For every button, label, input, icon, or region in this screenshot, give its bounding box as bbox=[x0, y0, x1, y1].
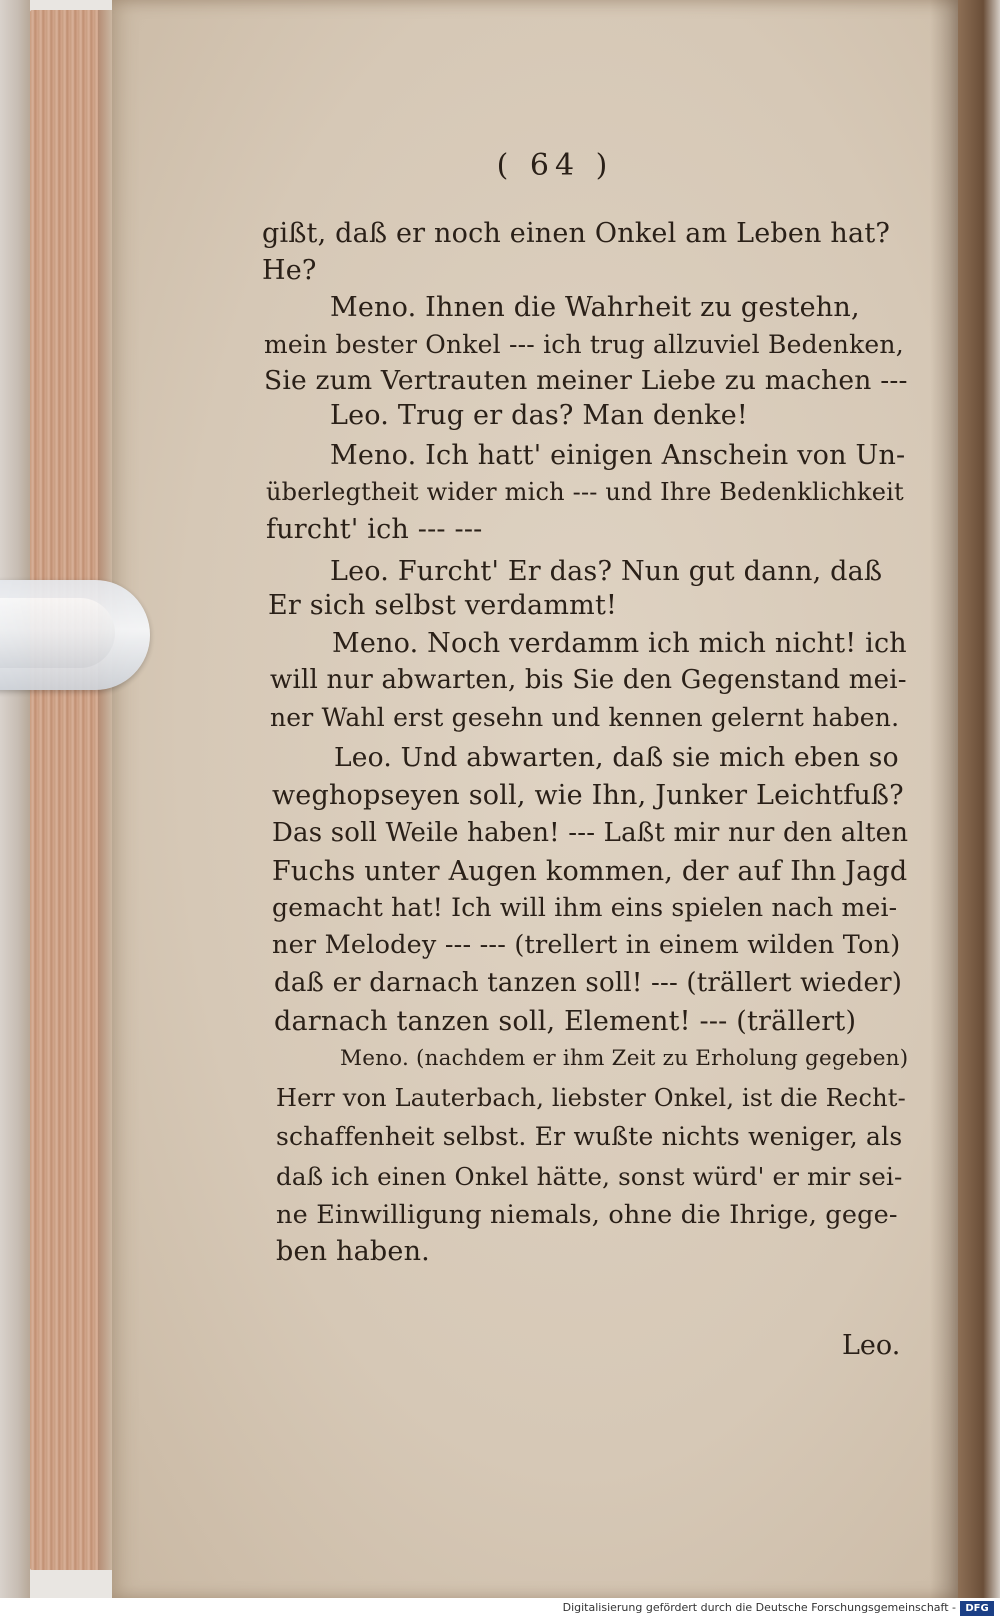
text-line: Sie zum Vertrauten meiner Liebe zu machen --- bbox=[264, 365, 908, 396]
footer-credit: Digitalisierung gefördert durch die Deutsche Forschungsgemeinschaft - bbox=[562, 1601, 956, 1614]
text-line: Das soll Weile haben! --- Laßt mir nur den alten bbox=[272, 818, 909, 848]
text-line: ner Wahl erst gesehn und kennen gelernt haben. bbox=[270, 703, 900, 732]
text-line: furcht' ich --- --- bbox=[266, 514, 483, 545]
page-gutter-shadow bbox=[930, 0, 960, 1600]
footer-bar bbox=[0, 1598, 1000, 1620]
text-line: Leo. Furcht' Er das? Nun gut dann, daß bbox=[330, 556, 883, 587]
text-line: ner Melodey --- --- (trellert in einem wilden Ton) bbox=[272, 930, 901, 960]
text-line: daß ich einen Onkel hätte, sonst würd' er mir sei- bbox=[276, 1162, 903, 1191]
catchword: Leo. bbox=[842, 1330, 901, 1361]
text-line: ben haben. bbox=[276, 1236, 430, 1267]
text-line: schaffenheit selbst. Er wußte nichts weniger, als bbox=[276, 1122, 903, 1151]
text-line: weghopseyen soll, wie Ihn, Junker Leichtfuß? bbox=[272, 780, 904, 811]
text-line: gißt, daß er noch einen Onkel am Leben hat? bbox=[262, 218, 891, 249]
book-cover-left-edge bbox=[0, 0, 30, 1620]
text-line: Leo. Trug er das? Man denke! bbox=[330, 400, 748, 431]
text-line: Er sich selbst verdammt! bbox=[268, 590, 618, 621]
text-line: daß er darnach tanzen soll! --- (trällert wieder) bbox=[274, 968, 903, 998]
text-line: Meno. (nachdem er ihm Zeit zu Erholung gegeben) bbox=[340, 1046, 909, 1071]
dfg-logo-badge: DFG bbox=[960, 1601, 994, 1616]
text-line: Meno. Ihnen die Wahrheit zu gestehn, bbox=[330, 292, 860, 323]
text-line: darnach tanzen soll, Element! --- (trällert) bbox=[274, 1006, 857, 1037]
text-line: gemacht hat! Ich will ihm eins spielen nach mei- bbox=[272, 893, 898, 922]
text-line: will nur abwarten, bis Sie den Gegenstand mei- bbox=[270, 665, 907, 695]
text-line: mein bester Onkel --- ich trug allzuviel Bedenken, bbox=[264, 330, 904, 359]
page-edges bbox=[30, 10, 108, 1570]
text-line: überlegtheit wider mich --- und Ihre Bedenklichkeit bbox=[266, 478, 904, 506]
page-number: ( 64 ) bbox=[496, 148, 614, 183]
text-line: Meno. Noch verdamm ich mich nicht! ich bbox=[332, 628, 907, 659]
text-line: ne Einwilligung niemals, ohne die Ihrige, gege- bbox=[276, 1200, 898, 1230]
text-line: Meno. Ich hatt' einigen Anschein von Un- bbox=[330, 440, 906, 471]
book-cover-right-edge bbox=[958, 0, 1000, 1620]
text-line: Fuchs unter Augen kommen, der auf Ihn Jagd bbox=[272, 856, 908, 887]
page-clip-highlight bbox=[0, 598, 115, 668]
text-line: He? bbox=[262, 255, 317, 286]
text-line: Herr von Lauterbach, liebster Onkel, ist die Recht- bbox=[276, 1084, 906, 1112]
page-clip bbox=[0, 580, 150, 690]
text-line: Leo. Und abwarten, daß sie mich eben so bbox=[334, 742, 899, 773]
